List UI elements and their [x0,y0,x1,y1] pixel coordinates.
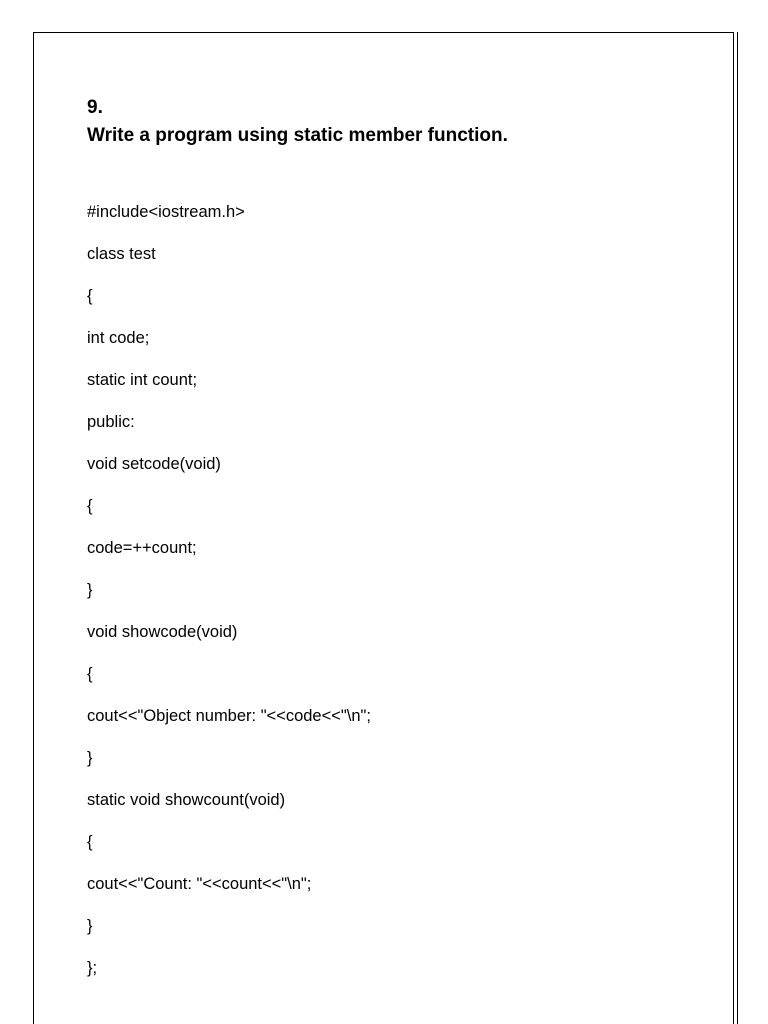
code-line-setcode-close: } [87,581,93,599]
page-border-right-double [737,32,738,1024]
code-line-showcount-open: { [87,833,93,851]
code-line-class-open: { [87,287,93,305]
code-line-showcode-body: cout<<"Object number: "<<code<<"\n"; [87,707,371,725]
code-line-showcount-body: cout<<"Count: "<<count<<"\n"; [87,875,312,893]
question-number: 9. [87,97,103,118]
code-line-showcode-close: } [87,749,93,767]
code-line-showcount-decl: static void showcount(void) [87,791,286,809]
code-line-showcode-decl: void showcode(void) [87,623,238,641]
question-title: Write a program using static member function. [87,125,508,146]
code-line-setcode-body: code=++count; [87,539,197,557]
code-line-int-code: int code; [87,329,150,347]
code-line-setcode-decl: void setcode(void) [87,455,221,473]
code-line-include: #include<iostream.h> [87,203,245,221]
code-line-showcode-open: { [87,665,93,683]
code-line-setcode-open: { [87,497,93,515]
code-line-public: public: [87,413,135,431]
code-line-static-count: static int count; [87,371,198,389]
code-line-class-close: }; [87,959,98,977]
code-line-class-decl: class test [87,245,156,263]
code-line-showcount-close: } [87,917,93,935]
